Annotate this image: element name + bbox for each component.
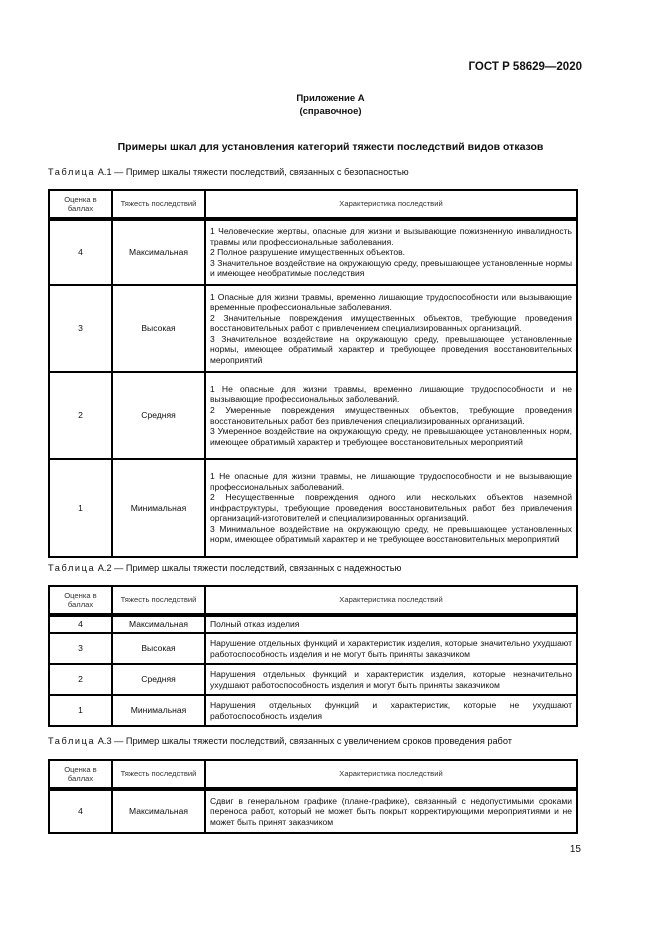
description-cell xyxy=(205,285,577,372)
severity-cell: Максимальная xyxy=(112,616,205,633)
score-cell: 2 xyxy=(49,664,112,695)
description-paragraph: 2 Несущественные повреждения одного или нескольких объектов наземной инфраструктуры, требующие проведения восстановительных работ без привлечения организаций-изготовителей и специализированных организаций. xyxy=(210,492,572,524)
table2-header-row xyxy=(49,586,577,614)
table1-header-row xyxy=(49,190,577,218)
description-cell: Сдвиг в генеральном графике (плане-графике), связанный с недопустимыми сроками переноса работ, который не может быть покрыт корректирующими мероприятиями и не может быть принят заказчиком xyxy=(205,790,577,833)
header-description: Характеристика последствий xyxy=(205,586,577,614)
table1-caption-label: Таблица xyxy=(48,167,96,177)
description-paragraph: 3 Значительное воздействие на окружающую среду, превышающее установленные нормы и имеющее необратимые последствия xyxy=(210,257,572,279)
score-cell: 1 xyxy=(49,695,112,726)
header-description: Характеристика последствий xyxy=(205,760,577,788)
score-cell: 4 xyxy=(49,790,112,833)
description-paragraph: 1 Не опасные для жизни травмы, временно лишающие трудоспособности и не вызывающие профессиональных заболеваний. xyxy=(210,383,572,405)
header-description: Характеристика последствий xyxy=(205,190,577,218)
score-cell: 4 xyxy=(49,220,112,285)
table2-caption-label: Таблица xyxy=(48,563,96,573)
page-number: 15 xyxy=(569,844,581,855)
description-cell xyxy=(205,372,577,459)
description-paragraph: 3 Значительное воздействие на окружающую среду, превышающее установленные нормы, имеющее обратимый характер и требующее проведения восстановительных мероприятий xyxy=(210,333,572,365)
header-score: Оценка в баллах xyxy=(49,760,112,788)
table-row xyxy=(49,664,577,695)
header-score: Оценка в баллах xyxy=(49,586,112,614)
description-paragraph: 3 Умеренное воздействие на окружающую среду, не превышающее установленных норм, имеющее обратимый характер и требующее восстановительных мероприятий xyxy=(210,426,572,447)
description-paragraph: 2 Умеренные повреждения имущественных объектов, требующие проведения восстановительных работ без привлечения специализированных организаций. xyxy=(210,404,572,426)
score-cell: 4 xyxy=(49,616,112,633)
table-row xyxy=(49,285,577,372)
header-severity: Тяжесть последствий xyxy=(112,190,205,218)
severity-cell: Средняя xyxy=(112,372,205,459)
description-paragraph: 2 Значительные повреждения имущественных объектов, требующие проведения восстановительных работ с привлечением специализированных организаций. xyxy=(210,312,572,334)
section-title: Примеры шкал для установления категорий тяжести последствий видов отказов xyxy=(117,141,544,153)
standard-number: ГОСТ Р 58629—2020 xyxy=(468,61,582,73)
table-row xyxy=(49,790,577,833)
severity-cell: Максимальная xyxy=(112,790,205,833)
severity-cell: Минимальная xyxy=(112,695,205,726)
description-cell: Нарушения отдельных функций и характеристик изделия, которые незначительно ухудшают работоспособность изделия и могут быть приняты заказчиком xyxy=(205,664,577,695)
table2-caption xyxy=(48,563,401,573)
header-severity: Тяжесть последствий xyxy=(112,760,205,788)
annex-title: Приложение А xyxy=(296,93,365,104)
table3-caption-text: А.3 — Пример шкалы тяжести последствий, связанных с увеличением сроков проведения работ xyxy=(97,736,512,746)
description-cell: Нарушения отдельных функций и характеристик, которые не ухудшают работоспособность изделия xyxy=(205,695,577,726)
severity-cell: Высокая xyxy=(112,285,205,372)
header-score: Оценка в баллах xyxy=(49,190,112,218)
annex-heading xyxy=(0,92,661,118)
table-row xyxy=(49,220,577,285)
table-row xyxy=(49,459,577,557)
table1 xyxy=(48,189,578,558)
description-cell: Полный отказ изделия xyxy=(205,616,577,633)
description-paragraph: 1 Опасные для жизни травмы, временно лишающие трудоспособности или вызывающие временные профессиональные заболевания. xyxy=(210,291,572,313)
table-row xyxy=(49,616,577,633)
table1-caption xyxy=(48,167,409,177)
description-paragraph: 1 Человеческие жертвы, опасные для жизни и вызывающие пожизненную инвалидность травмы или профессиональные заболевания. xyxy=(210,226,572,247)
score-cell: 3 xyxy=(49,285,112,372)
table3-caption-label: Таблица xyxy=(48,736,96,746)
table-row xyxy=(49,372,577,459)
table-row xyxy=(49,633,577,664)
score-cell: 2 xyxy=(49,372,112,459)
table1-caption-text: А.1 — Пример шкалы тяжести последствий, связанных с безопасностью xyxy=(97,167,409,177)
severity-cell: Минимальная xyxy=(112,459,205,557)
severity-cell: Высокая xyxy=(112,633,205,664)
table3-caption xyxy=(48,736,512,746)
description-paragraph: 1 Не опасные для жизни травмы, не лишающие трудоспособности и не вызывающие профессиональных заболеваний. xyxy=(210,471,572,492)
table-row xyxy=(49,695,577,726)
score-cell: 3 xyxy=(49,633,112,664)
description-paragraph: 3 Минимальное воздействие на окружающую среду, не превышающее установленных норм, имеющее обратимый характер и не требующее восстановительных мероприятий xyxy=(210,523,572,545)
table2 xyxy=(48,585,578,727)
description-paragraph: 2 Полное разрушение имущественных объектов. xyxy=(210,247,406,258)
description-cell xyxy=(205,459,577,557)
table2-caption-text: А.2 — Пример шкалы тяжести последствий, связанных с надежностью xyxy=(97,563,402,573)
score-cell: 1 xyxy=(49,459,112,557)
severity-cell: Средняя xyxy=(112,664,205,695)
table3-header-row xyxy=(49,760,577,788)
description-cell: Нарушение отдельных функций и характеристик изделия, которые значительно ухудшают работоспособность изделия и не могут быть приняты заказчиком xyxy=(205,633,577,664)
description-cell xyxy=(205,220,577,285)
severity-cell: Максимальная xyxy=(112,220,205,285)
table3 xyxy=(48,759,578,834)
annex-subtitle: (справочное) xyxy=(299,106,362,117)
header-severity: Тяжесть последствий xyxy=(112,586,205,614)
